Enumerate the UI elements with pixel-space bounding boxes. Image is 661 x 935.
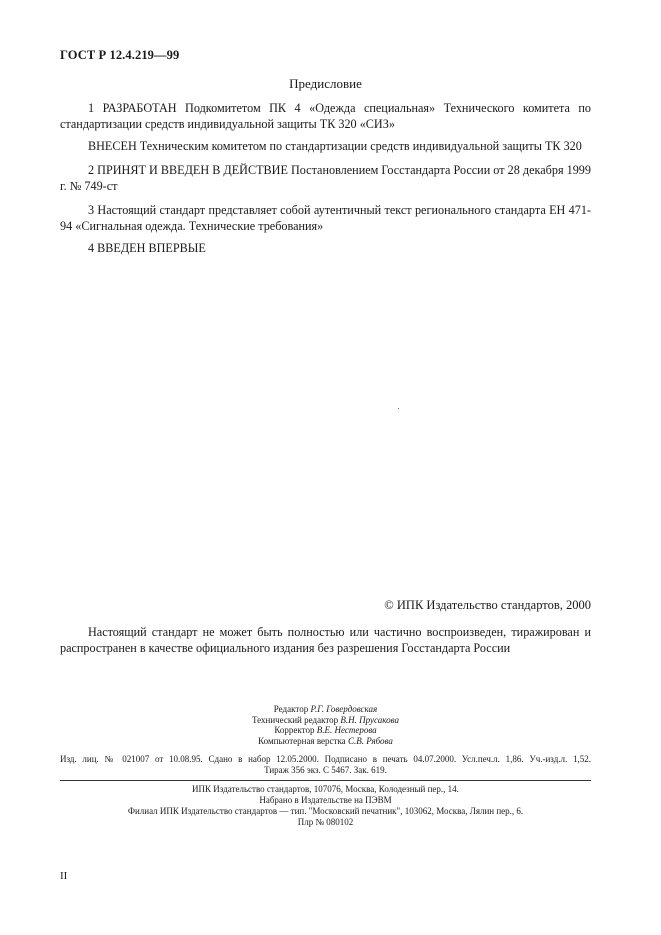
preface-paragraph-adopted: 2 ПРИНЯТ И ВВЕДЕН В ДЕЙСТВИЕ Постановлением Госстандарта России от 28 декабря 1999 г. № 749-ст — [60, 163, 591, 193]
reproduction-notice: Настоящий стандарт не может быть полностью или частично воспроизведен, тиражирован и распространен в качестве официального издания без разрешения Госстандарта России — [60, 625, 591, 655]
credit-layout-label: Компьютерная верстка — [258, 735, 346, 746]
copyright-line: © ИПК Издательство стандартов, 2000 — [384, 598, 591, 612]
preface-paragraph-developed: 1 РАЗРАБОТАН Подкомитетом ПК 4 «Одежда специальная» Технического комитета по стандартизации средств индивидуальной защиты ТК 320 «СИЗ» — [60, 101, 591, 131]
credit-layout — [60, 736, 591, 747]
credit-corrector-label: Корректор — [274, 725, 315, 735]
page-number: II — [60, 870, 68, 882]
credit-corrector-name: В.Е. Нестерова — [316, 725, 377, 735]
standard-code-header: ГОСТ Р 12.4.219—99 — [60, 48, 180, 62]
publisher-line-2: Набрано в Издательстве на ПЭВМ — [259, 795, 392, 805]
publisher-line-1: ИПК Издательство стандартов, 107076, Москва, Колодезный пер., 14. — [192, 784, 459, 794]
credit-editor-name: Р.Г. Говердовская — [310, 704, 378, 714]
editorial-credits — [60, 704, 591, 746]
imprint-line-1: Изд. лиц. № 021007 от 10.08.95. Сдано в набор 12.05.2000. Подписано в печать 04.07.2000. Усл.печ.л. 1,86. Уч.-изд.л. 1,52. — [60, 754, 591, 764]
publisher-info — [60, 784, 591, 828]
publisher-line-4: Плр № 080102 — [297, 817, 354, 827]
credit-corrector — [60, 725, 591, 736]
credit-editor — [60, 704, 591, 715]
credit-editor-label: Редактор — [273, 704, 309, 714]
imprint-line-2: Тираж 356 экз. С 5467. Зак. 619. — [264, 765, 387, 775]
publisher-line-3: Филиал ИПК Издательство стандартов — тип. "Московский печатник", 103062, Москва, Лялин пер., 6. — [127, 806, 524, 816]
divider-rule — [60, 780, 591, 781]
preface-paragraph-authentic-text: 3 Настоящий стандарт представляет собой аутентичный текст регионального стандарта ЕН 471-94 «Сигнальная одежда. Технические требования» — [60, 203, 591, 233]
credit-tech-editor-name: В.Н. Прусакова — [340, 714, 400, 725]
credit-tech-editor-label: Технический редактор — [251, 714, 339, 725]
preface-title: Предисловие — [289, 76, 362, 91]
preface-paragraph-introduced: ВНЕСЕН Техническим комитетом по стандартизации средств индивидуальной защиты ТК 320 — [88, 139, 582, 153]
credit-tech-editor — [60, 715, 591, 726]
credit-layout-name: С.В. Рябова — [347, 735, 393, 746]
publication-imprint — [60, 754, 591, 776]
scan-speck — [398, 408, 399, 409]
preface-paragraph-first-introduced: 4 ВВЕДЕН ВПЕРВЫЕ — [88, 241, 206, 255]
